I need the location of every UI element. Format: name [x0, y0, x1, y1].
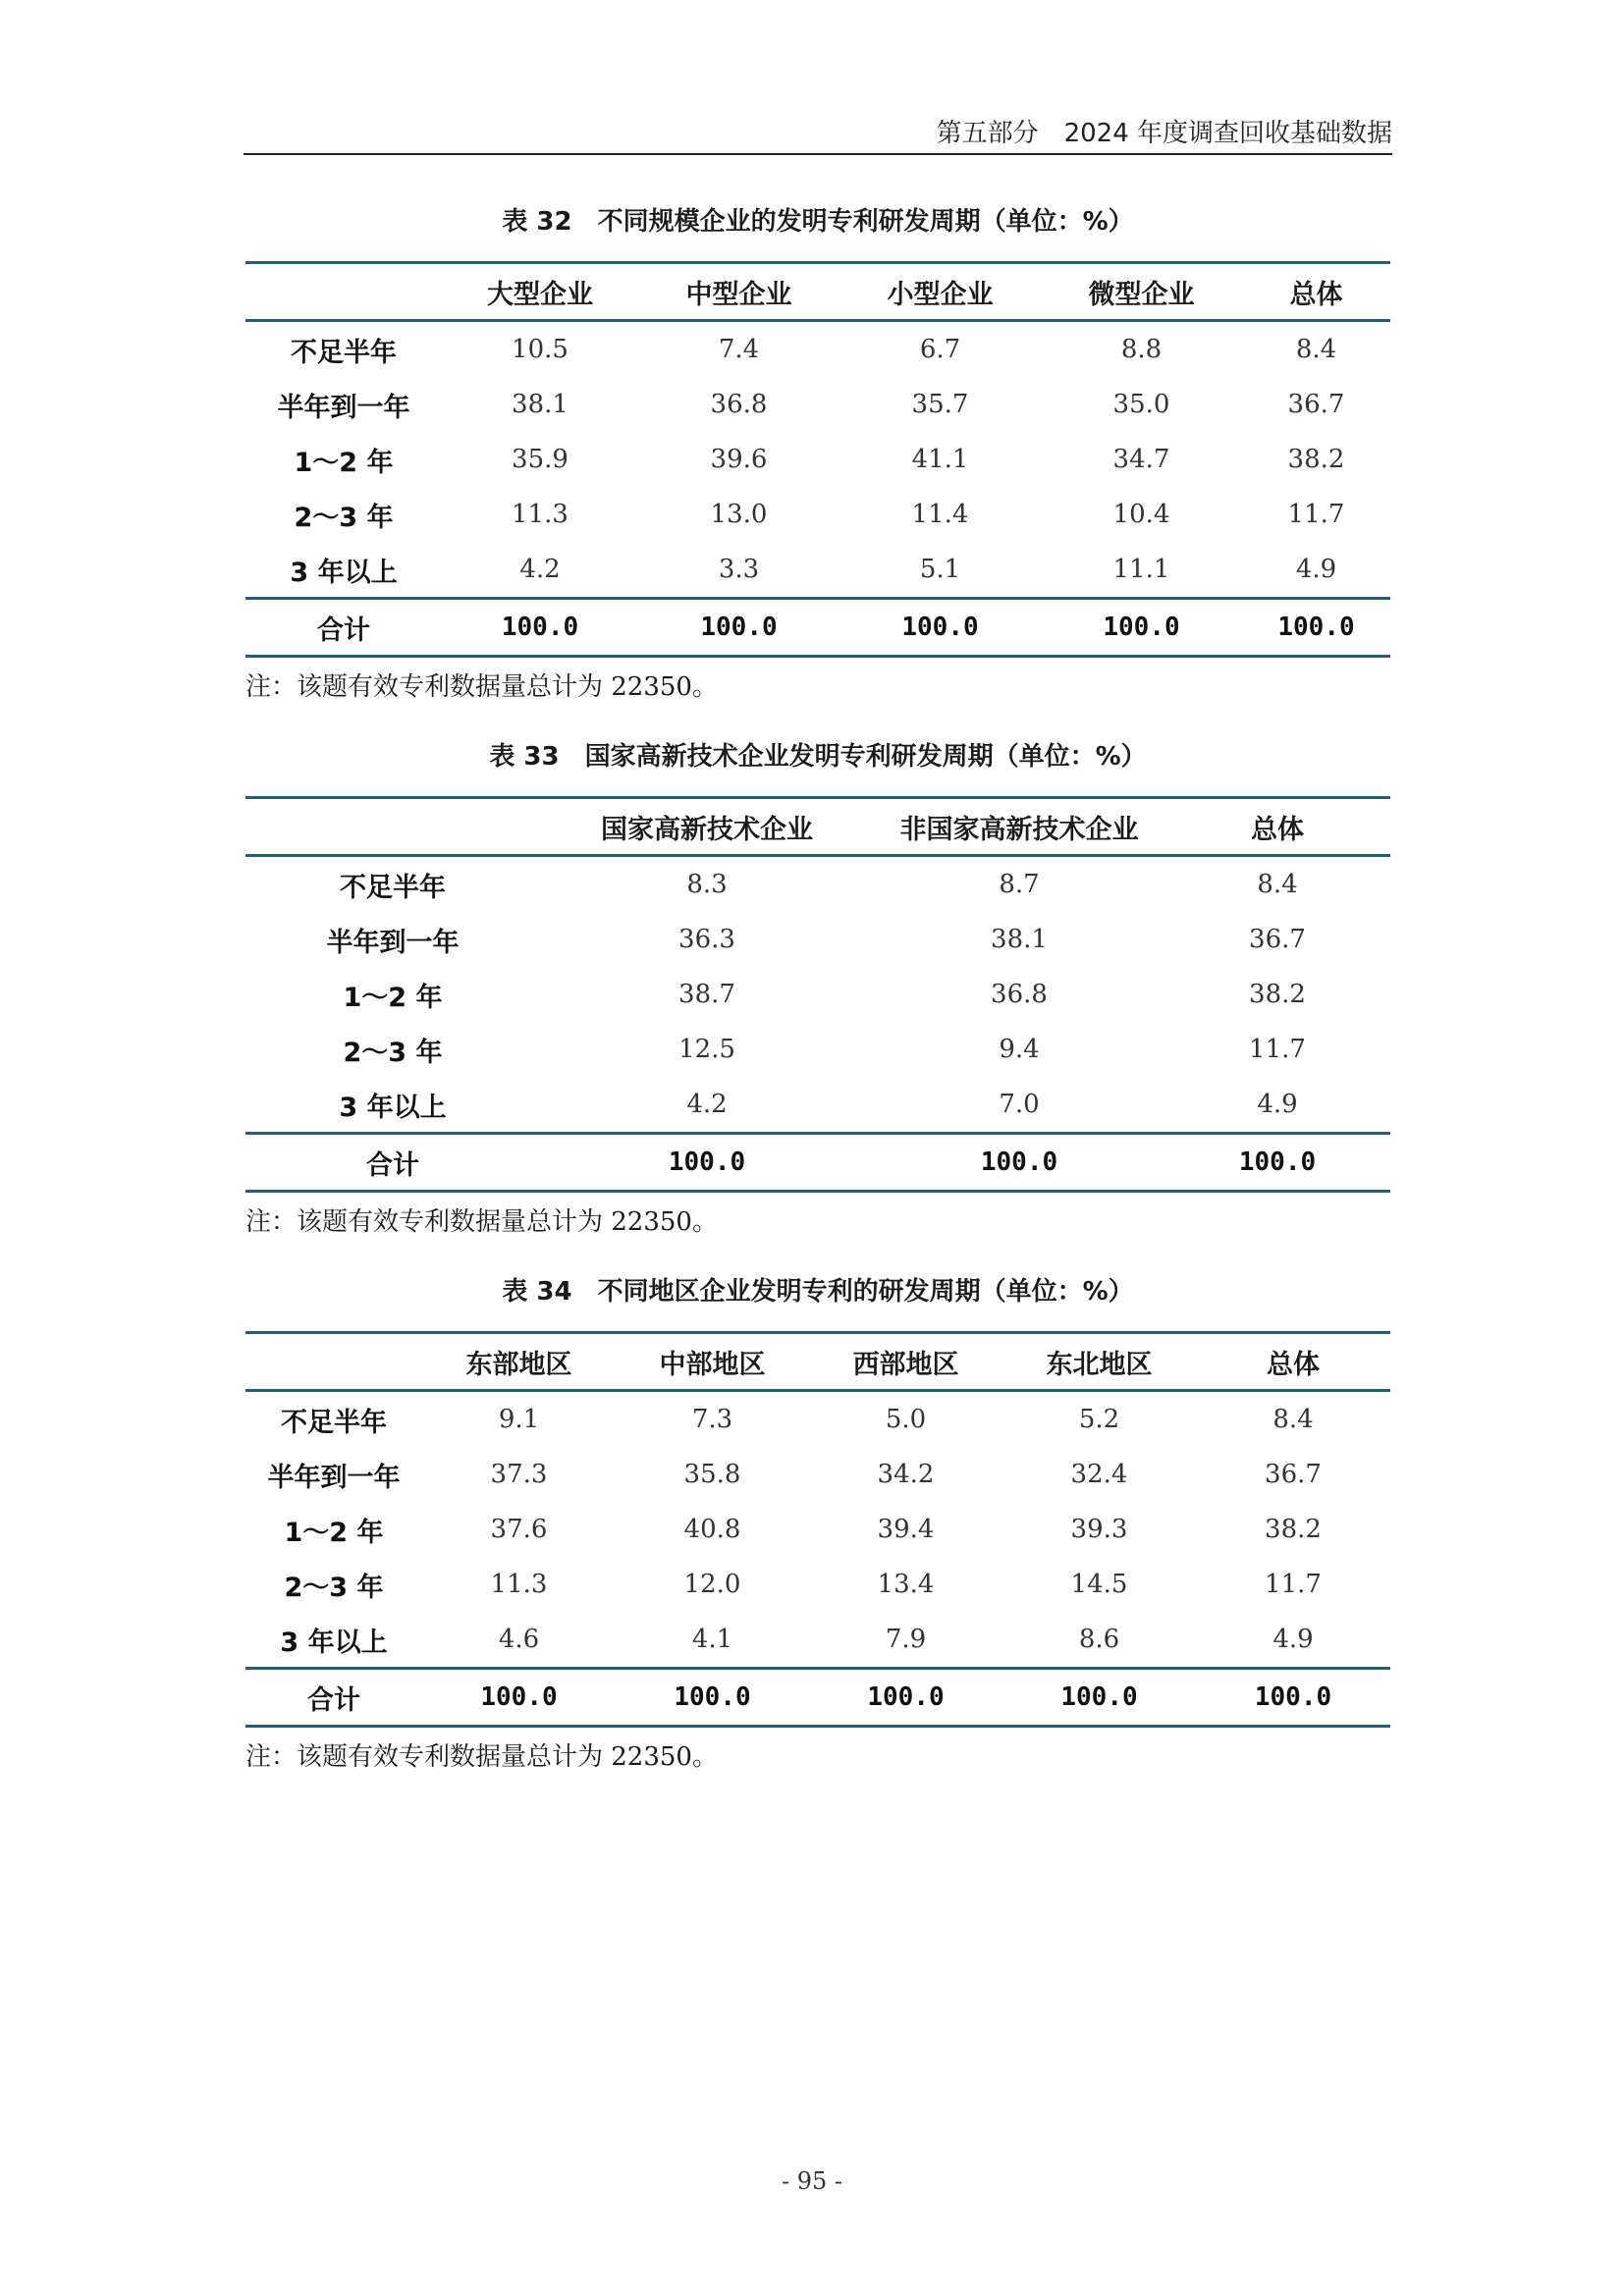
- table-cell: 8.7: [999, 870, 1040, 899]
- table-note: 注：该题有效专利数据量总计为 22350。: [245, 1742, 718, 1772]
- table-cell: 34.7: [1112, 445, 1170, 474]
- table-cell: 9.4: [999, 1035, 1040, 1064]
- table-caption: 表 33 国家高新技术企业发明专利研发周期（单位：%）: [489, 742, 1147, 772]
- table-cell: 35.7: [911, 390, 969, 419]
- column-header: 东部地区: [422, 1333, 616, 1391]
- column-header: 中型企业: [638, 263, 839, 321]
- table-cell: 100.0: [1196, 1669, 1390, 1727]
- table-cell: 100.0: [1002, 1669, 1196, 1727]
- table-cell: 38.1: [512, 390, 568, 419]
- table-cell: 38.2: [1265, 1515, 1322, 1544]
- table-cell: 4.6: [498, 1625, 540, 1654]
- row-label: 半年到一年: [326, 927, 460, 958]
- row-label: 1～2 年: [294, 447, 394, 478]
- table-cell: 13.4: [877, 1570, 935, 1599]
- page-number: - 95 -: [781, 2167, 842, 2195]
- row-label: 不足半年: [340, 872, 446, 903]
- table-row: [245, 321, 1390, 378]
- table-row: [245, 1077, 1390, 1134]
- table-cell: 38.1: [991, 925, 1048, 954]
- column-header: 国家高新技术企业: [540, 798, 874, 856]
- table-row: [245, 1502, 1390, 1557]
- table-row: [245, 1612, 1390, 1669]
- table-32: [245, 261, 1390, 658]
- table-cell: 100.0: [442, 599, 638, 657]
- table-row: [245, 542, 1390, 599]
- table-cell: 8.3: [686, 870, 728, 899]
- row-label: 3 年以上: [339, 1092, 447, 1123]
- table-cell: 7.9: [885, 1625, 927, 1654]
- row-label: 2～3 年: [343, 1037, 443, 1068]
- table-cell: 11.3: [512, 500, 568, 529]
- table-cell: 7.4: [718, 335, 760, 364]
- table-34-section: [245, 1272, 1390, 1777]
- table-cell: 11.4: [911, 500, 969, 529]
- table-cell: 35.8: [683, 1460, 741, 1489]
- table-cell: 11.7: [1249, 1035, 1306, 1064]
- column-header: [245, 798, 540, 856]
- table-cell: 34.2: [877, 1460, 935, 1489]
- table-cell: 36.7: [1265, 1460, 1322, 1489]
- table-cell: 36.3: [678, 925, 735, 954]
- table-cell: 3.3: [718, 555, 760, 584]
- table-cell: 35.0: [1112, 390, 1170, 419]
- running-header: 第五部分 2024 年度调查回收基础数据: [244, 114, 1392, 155]
- table-cell: 38.2: [1287, 445, 1345, 474]
- table-cell: 8.6: [1078, 1625, 1120, 1654]
- table-header-row: [245, 1333, 1390, 1391]
- table-caption: 表 32 不同规模企业的发明专利研发周期（单位：%）: [502, 207, 1134, 237]
- column-header: 西部地区: [809, 1333, 1002, 1391]
- table-cell: 12.5: [678, 1035, 735, 1064]
- table-cell: 8.4: [1272, 1405, 1314, 1434]
- table-cell: 100.0: [616, 1669, 809, 1727]
- row-label: 合计: [245, 599, 442, 657]
- table-cell: 7.3: [691, 1405, 733, 1434]
- table-cell: 100.0: [809, 1669, 1002, 1727]
- table-cell: 6.7: [919, 335, 961, 364]
- table-cell: 4.2: [519, 555, 561, 584]
- table-cell: 5.2: [1078, 1405, 1120, 1434]
- table-cell: 100.0: [1164, 1134, 1390, 1192]
- row-label: 合计: [245, 1669, 422, 1727]
- table-cell: 36.7: [1287, 390, 1345, 419]
- table-row: [245, 1391, 1390, 1448]
- table-cell: 12.0: [683, 1570, 741, 1599]
- column-header: 中部地区: [616, 1333, 809, 1391]
- row-label: 3 年以上: [290, 557, 398, 588]
- row-label: 合计: [245, 1134, 540, 1192]
- table-cell: 36.8: [991, 980, 1048, 1009]
- column-header: 总体: [1242, 263, 1390, 321]
- table-cell: 41.1: [911, 445, 969, 474]
- table-row: [245, 377, 1390, 432]
- table-note: 注：该题有效专利数据量总计为 22350。: [245, 672, 718, 702]
- table-cell: 8.8: [1120, 335, 1163, 364]
- table-row: [245, 487, 1390, 542]
- total-row: [245, 1134, 1390, 1192]
- table-cell: 36.7: [1249, 925, 1306, 954]
- table-cell: 4.9: [1257, 1090, 1298, 1119]
- table-cell: 100.0: [874, 1134, 1164, 1192]
- table-row: [245, 432, 1390, 487]
- table-cell: 4.1: [691, 1625, 733, 1654]
- table-cell: 10.4: [1112, 500, 1170, 529]
- table-cell: 11.7: [1287, 500, 1345, 529]
- row-label: 2～3 年: [284, 1572, 384, 1603]
- column-header: [245, 263, 442, 321]
- table-cell: 13.0: [710, 500, 768, 529]
- column-header: 小型企业: [839, 263, 1041, 321]
- table-cell: 100.0: [422, 1669, 616, 1727]
- row-label: 3 年以上: [280, 1627, 388, 1658]
- table-header-row: [245, 798, 1390, 856]
- table-cell: 4.9: [1295, 555, 1337, 584]
- table-note: 注：该题有效专利数据量总计为 22350。: [245, 1207, 718, 1237]
- table-row: [245, 967, 1390, 1022]
- table-cell: 38.7: [678, 980, 735, 1009]
- table-cell: 11.7: [1265, 1570, 1322, 1599]
- table-cell: 39.4: [877, 1515, 935, 1544]
- column-header: 非国家高新技术企业: [874, 798, 1164, 856]
- table-32-section: [245, 202, 1390, 707]
- total-row: [245, 599, 1390, 657]
- table-33: [245, 796, 1390, 1193]
- row-label: 不足半年: [281, 1407, 387, 1438]
- table-caption: 表 34 不同地区企业发明专利的研发周期（单位：%）: [502, 1277, 1134, 1307]
- table-cell: 10.5: [512, 335, 568, 364]
- column-header: 大型企业: [442, 263, 638, 321]
- table-row: [245, 1022, 1390, 1077]
- table-cell: 38.2: [1249, 980, 1306, 1009]
- row-label: 1～2 年: [284, 1517, 384, 1548]
- row-label: 1～2 年: [343, 982, 443, 1013]
- table-33-section: [245, 737, 1390, 1242]
- table-cell: 39.6: [710, 445, 768, 474]
- column-header: 微型企业: [1041, 263, 1242, 321]
- table-34: [245, 1331, 1390, 1728]
- row-label: 2～3 年: [294, 502, 394, 533]
- column-header: 东北地区: [1002, 1333, 1196, 1391]
- table-cell: 9.1: [498, 1405, 540, 1434]
- total-row: [245, 1669, 1390, 1727]
- table-row: [245, 1557, 1390, 1612]
- table-cell: 100.0: [839, 599, 1041, 657]
- table-cell: 8.4: [1257, 870, 1298, 899]
- table-cell: 100.0: [1041, 599, 1242, 657]
- table-cell: 100.0: [638, 599, 839, 657]
- table-header-row: [245, 263, 1390, 321]
- column-header: 总体: [1196, 1333, 1390, 1391]
- table-cell: 37.3: [490, 1460, 548, 1489]
- table-cell: 5.1: [919, 555, 961, 584]
- row-label: 半年到一年: [277, 392, 410, 423]
- table-row: [245, 912, 1390, 967]
- table-cell: 8.4: [1295, 335, 1337, 364]
- table-cell: 11.1: [1112, 555, 1170, 584]
- table-cell: 32.4: [1070, 1460, 1128, 1489]
- table-cell: 4.9: [1272, 1625, 1314, 1654]
- row-label: 半年到一年: [267, 1462, 401, 1493]
- table-cell: 36.8: [710, 390, 768, 419]
- table-cell: 4.2: [686, 1090, 728, 1119]
- table-row: [245, 856, 1390, 913]
- table-cell: 11.3: [490, 1570, 548, 1599]
- row-label: 不足半年: [291, 337, 397, 368]
- table-cell: 40.8: [683, 1515, 741, 1544]
- table-cell: 100.0: [540, 1134, 874, 1192]
- table-cell: 7.0: [999, 1090, 1040, 1119]
- table-cell: 14.5: [1070, 1570, 1128, 1599]
- table-cell: 100.0: [1242, 599, 1390, 657]
- table-cell: 37.6: [490, 1515, 548, 1544]
- table-cell: 39.3: [1070, 1515, 1128, 1544]
- table-cell: 5.0: [885, 1405, 927, 1434]
- column-header: 总体: [1164, 798, 1390, 856]
- table-row: [245, 1447, 1390, 1502]
- column-header: [245, 1333, 422, 1391]
- table-cell: 35.9: [512, 445, 568, 474]
